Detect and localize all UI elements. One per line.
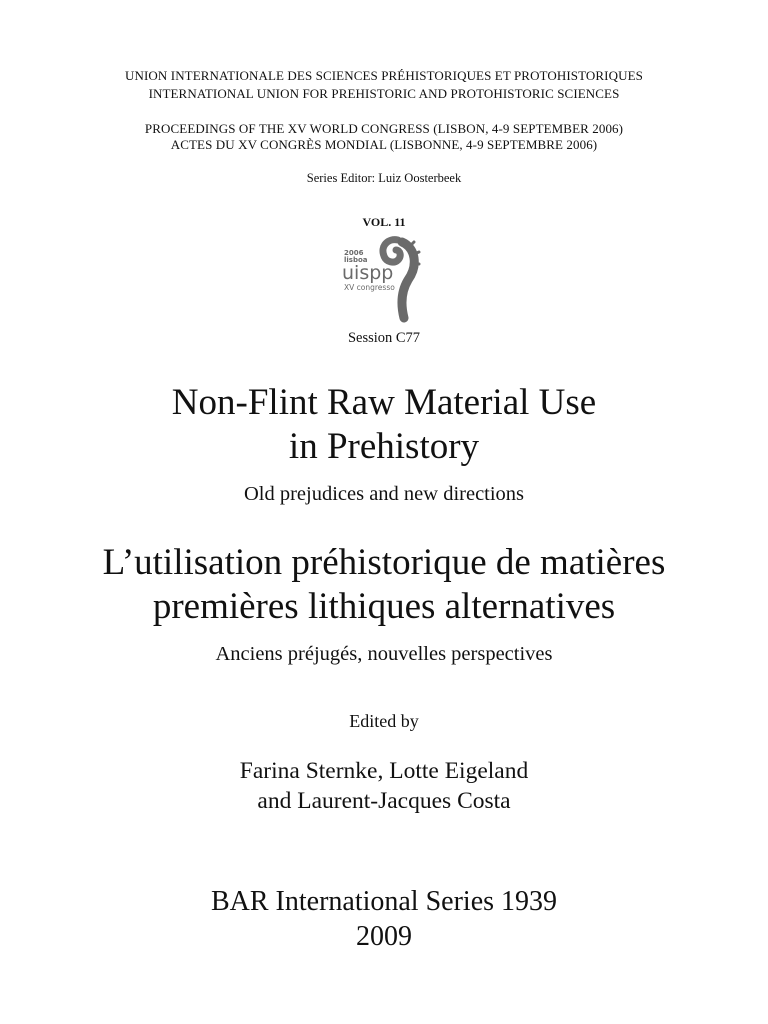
header-line-3: PROCEEDINGS OF THE XV WORLD CONGRESS (LISBON, 4-9 SEPTEMBER 2006)	[144, 121, 624, 136]
editors-line-1: Farina Sternke, Lotte Eigeland	[239, 758, 529, 784]
editors-line-2: and Laurent-Jacques Costa	[257, 788, 511, 814]
edited-by-label: Edited by	[349, 711, 419, 731]
logo-congress: XV congresso	[344, 283, 395, 292]
title-en-line-2: in Prehistory	[288, 426, 480, 467]
subtitle-fr: Anciens préjugés, nouvelles perspectives	[215, 643, 553, 665]
logo-city: lisboa	[344, 256, 368, 264]
publication-series: BAR International Series 1939	[210, 886, 558, 917]
logo-name: uispp	[342, 262, 394, 284]
series-editor: Series Editor: Luiz Oosterbeek	[306, 171, 462, 185]
logo-year: 2006	[344, 249, 364, 257]
volume-number: VOL. 11	[362, 215, 406, 229]
session-label: Session C77	[347, 330, 421, 346]
publication-year: 2009	[356, 921, 412, 952]
uispp-congress-logo	[340, 232, 432, 324]
header-line-1: UNION INTERNATIONALE DES SCIENCES PRÉHISTORIQUES ET PROTOHISTORIQUES	[125, 68, 643, 83]
header-line-2: INTERNATIONAL UNION FOR PREHISTORIC AND PROTOHISTORIC SCIENCES	[148, 86, 620, 101]
title-en-line-1: Non-Flint Raw Material Use	[171, 382, 597, 423]
title-fr-line-2: premières lithiques alternatives	[152, 586, 616, 627]
title-fr-line-1: L’utilisation préhistorique de matières	[102, 542, 666, 583]
subtitle-en: Old prejudices and new directions	[243, 483, 525, 505]
header-line-4: ACTES DU XV CONGRÈS MONDIAL (LISBONNE, 4-9 SEPTEMBRE 2006)	[170, 137, 598, 152]
